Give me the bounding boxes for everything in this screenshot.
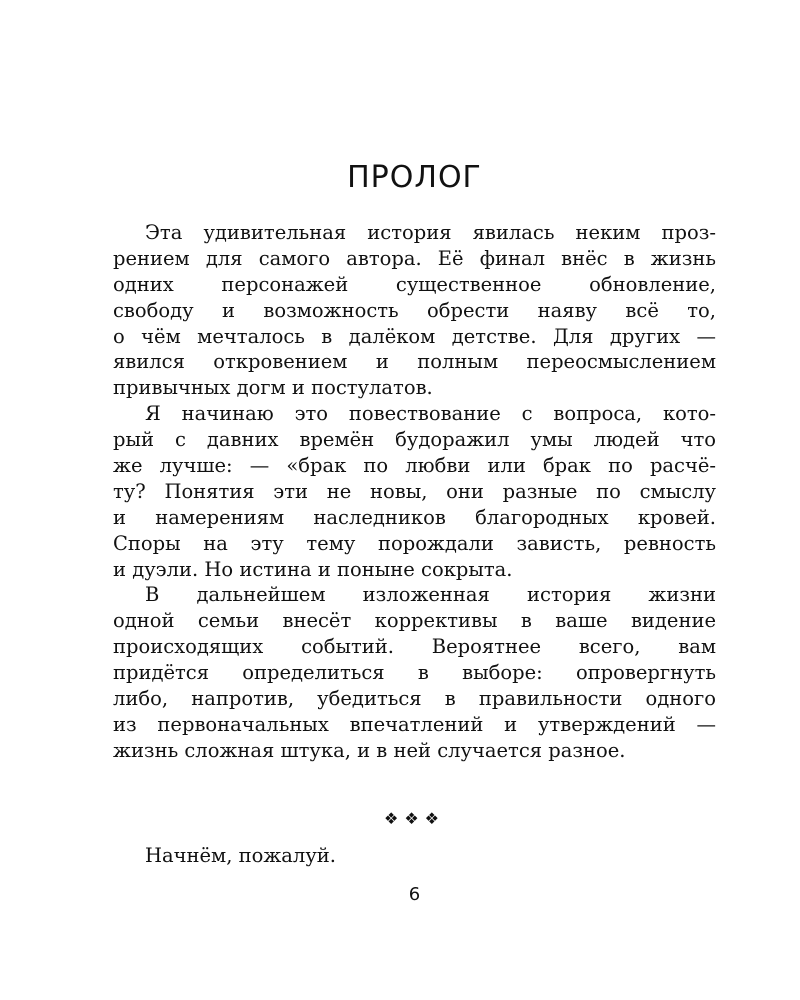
text-line: рый с давних времён будоражил умы людей что	[113, 428, 716, 452]
text-line: Споры на эту тему порождали зависть, ревность	[113, 531, 716, 555]
book-page	[113, 0, 716, 1000]
text-line: из первоначальных впечатлений и утверждений —	[113, 712, 716, 736]
chapter-title: ПРОЛОГ	[347, 160, 482, 195]
text-line: явился откровением и полным переосмыслением	[113, 350, 716, 374]
text-line: В дальнейшем изложенная история жизни	[145, 583, 716, 607]
text-line: о чём мечталось в далёком детстве. Для других —	[113, 324, 716, 348]
text-line: и намерениям наследников благородных кровей.	[113, 505, 716, 529]
text-line: же лучше: — «брак по любви или брак по расчё-	[113, 454, 716, 478]
text-line: и дуэли. Но истина и поныне сокрыта.	[113, 557, 513, 581]
text-line: привычных догм и постулатов.	[113, 376, 433, 400]
closing-line: Начнём, пожалуй.	[145, 844, 336, 867]
text-line: Эта удивительная история явилась неким проз-	[145, 221, 716, 244]
page-number: 6	[408, 884, 421, 905]
text-line: придётся определиться в выборе: опровергнуть	[113, 661, 716, 685]
text-line: либо, напротив, убедиться в правильности одного	[113, 687, 716, 711]
text-line: одних персонажей существенное обновление,	[113, 272, 716, 296]
text-line: происходящих событий. Вероятнее всего, вам	[113, 635, 716, 659]
prologue-text	[113, 220, 716, 764]
text-line: ту? Понятия эти не новы, они разные по смыслу	[113, 479, 716, 503]
diamond-ornament-icon: ❖❖❖	[383, 809, 446, 828]
text-line: жизнь сложная штука, и в ней случается разное.	[113, 738, 626, 762]
text-line: рением для самого автора. Её финал внёс в жизнь	[113, 246, 716, 270]
text-line: одной семьи внесёт коррективы в ваше видение	[113, 609, 716, 633]
text-line: Я начинаю это повествование с вопроса, кото-	[145, 402, 716, 426]
text-line: свободу и возможность обрести наяву всё то,	[113, 298, 716, 322]
